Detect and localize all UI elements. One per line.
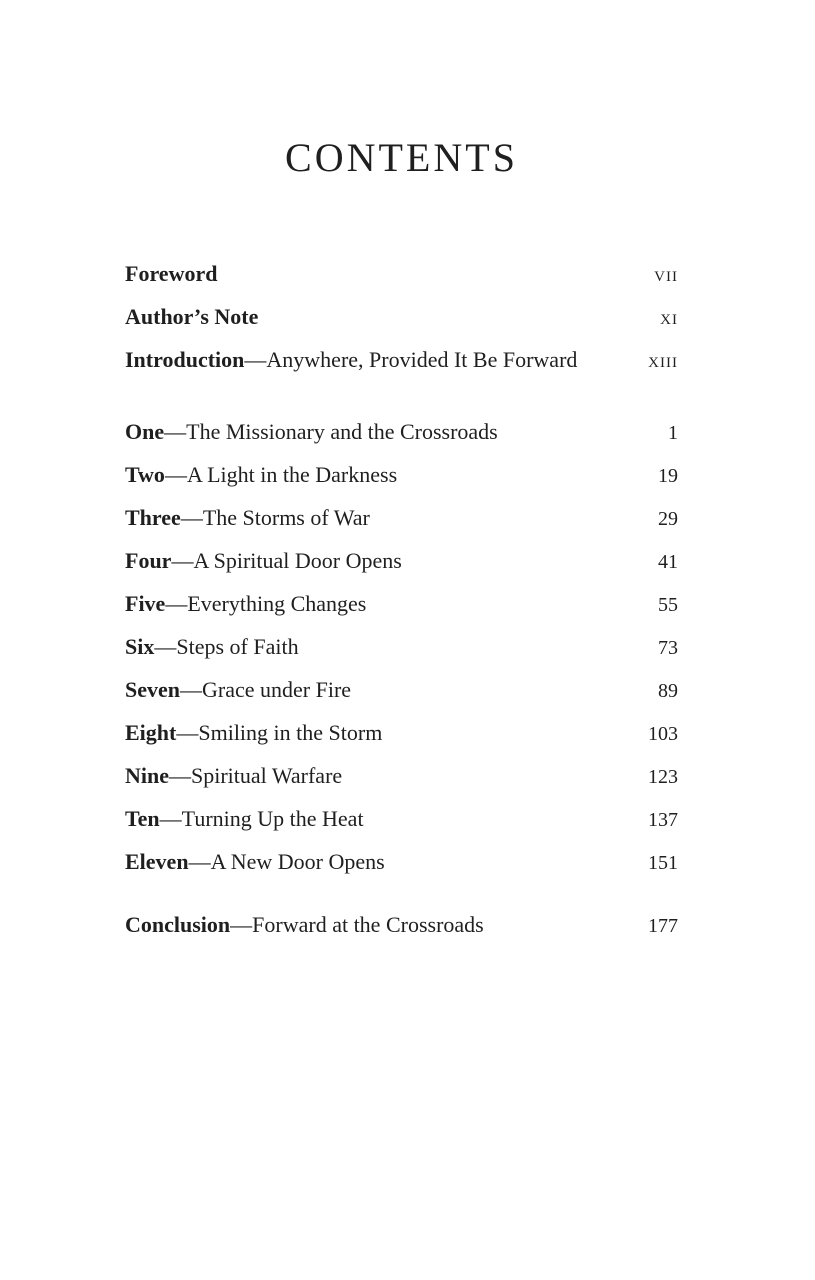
entry-label: Nine — [125, 763, 169, 788]
toc-row — [125, 547, 678, 590]
entry-label: Three — [125, 505, 181, 530]
entry-subtitle: —The Missionary and the Crossroads — [164, 419, 498, 444]
entry-text — [125, 547, 402, 575]
entry-label: Eleven — [125, 849, 189, 874]
toc-row — [125, 418, 678, 461]
toc-row — [125, 676, 678, 719]
entry-subtitle: —Everything Changes — [165, 591, 367, 616]
toc-row — [125, 260, 678, 303]
entry-page-number: 29 — [658, 508, 678, 530]
entry-subtitle: —Forward at the Crossroads — [230, 912, 484, 937]
entry-subtitle: —Turning Up the Heat — [159, 806, 364, 831]
entry-page-number: 103 — [648, 723, 678, 745]
entry-text — [125, 911, 484, 939]
page-title: CONTENTS — [285, 135, 518, 180]
entry-label: Six — [125, 634, 155, 659]
entry-label: One — [125, 419, 165, 444]
entry-text — [125, 633, 299, 661]
entry-label: Two — [125, 462, 165, 487]
entry-page-number: XI — [660, 312, 678, 328]
toc-row — [125, 911, 678, 954]
toc-row — [125, 461, 678, 504]
entry-page-number: 123 — [648, 766, 678, 788]
toc-chapters-section — [125, 418, 678, 891]
entry-label: Ten — [125, 806, 160, 831]
entry-text — [125, 848, 385, 876]
toc-conclusion-section — [125, 911, 678, 954]
entry-subtitle: —Steps of Faith — [154, 634, 299, 659]
contents-column — [125, 0, 678, 954]
toc-row — [125, 346, 678, 389]
entry-page-number: 177 — [648, 915, 678, 937]
entry-label: Seven — [125, 677, 180, 702]
entry-page-number: VII — [654, 269, 678, 285]
entry-label: Conclusion — [125, 912, 231, 937]
entry-text — [125, 762, 342, 790]
entry-page-number: 55 — [658, 594, 678, 616]
entry-text — [125, 346, 577, 374]
toc-front-matter-section — [125, 260, 678, 389]
toc-row — [125, 590, 678, 633]
entry-label: Introduction — [125, 347, 245, 372]
entry-label: Foreword — [125, 261, 218, 286]
toc-row — [125, 303, 678, 346]
entry-text — [125, 590, 366, 618]
entry-page-number: 1 — [668, 422, 678, 444]
entry-text — [125, 504, 370, 532]
entry-text — [125, 719, 382, 747]
entry-page-number: 73 — [658, 637, 678, 659]
entry-text — [125, 805, 364, 833]
entry-subtitle: —A Spiritual Door Opens — [171, 548, 402, 573]
entry-label: Four — [125, 548, 172, 573]
entry-text — [125, 260, 217, 288]
entry-page-number: 89 — [658, 680, 678, 702]
toc-row — [125, 805, 678, 848]
toc-row — [125, 504, 678, 547]
entry-label: Author’s Note — [125, 304, 259, 329]
entry-page-number: 137 — [648, 809, 678, 831]
entry-subtitle: —Grace under Fire — [180, 677, 352, 702]
entry-label: Five — [125, 591, 166, 616]
entry-subtitle: —Spiritual Warfare — [169, 763, 343, 788]
entry-page-number: 151 — [648, 852, 678, 874]
entry-subtitle: —A Light in the Darkness — [164, 462, 398, 487]
entry-text — [125, 461, 397, 489]
entry-subtitle: —A New Door Opens — [188, 849, 385, 874]
entry-text — [125, 676, 351, 704]
entry-subtitle: —Smiling in the Storm — [176, 720, 383, 745]
toc-row — [125, 633, 678, 676]
toc-row — [125, 762, 678, 805]
entry-page-number: 41 — [658, 551, 678, 573]
entry-page-number: XIII — [648, 355, 678, 371]
toc-row — [125, 719, 678, 762]
entry-page-number: 19 — [658, 465, 678, 487]
entry-text — [125, 303, 258, 331]
entry-text — [125, 418, 498, 446]
entry-subtitle: —The Storms of War — [180, 505, 370, 530]
toc-row — [125, 848, 678, 891]
entry-label: Eight — [125, 720, 177, 745]
entry-subtitle: —Anywhere, Provided It Be Forward — [244, 347, 578, 372]
